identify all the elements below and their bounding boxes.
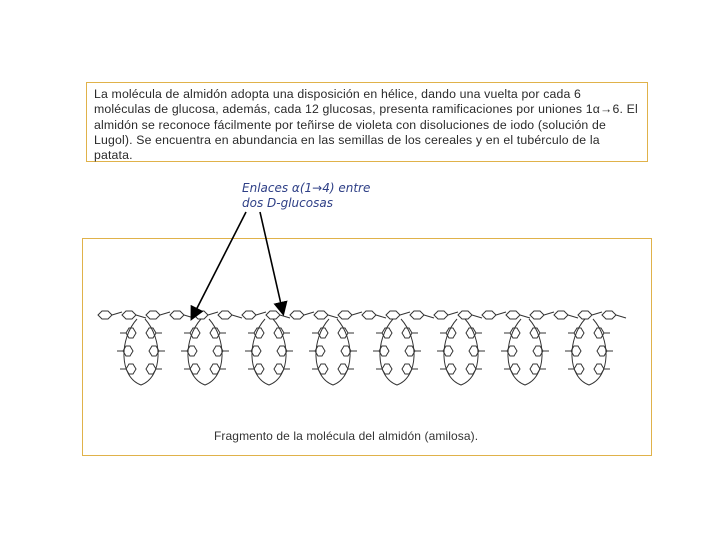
description-text: La molécula de almidón adopta una disposición en hélice, dando una vuelta por cada 6 moléculas de glucosa, además, cada 12 glucosas, presenta ramificaciones por uniones 1α→6. El almidón se reconoce fácilmente por teñirse de violeta con disoluciones de iodo (solución de Lugol). Se encuentra en abundancia en las semillas de los cereales y en el tubérculo de la patata. [94,87,638,163]
bond-label-line2: dos D-glucosas [242,196,333,210]
bond-label-line1: Enlaces α(1→4) entre [242,181,371,195]
figure-caption: Fragmento de la molécula del almidón (amilosa). [214,429,479,443]
arrow-left [192,212,246,318]
arrow-right [260,212,283,313]
